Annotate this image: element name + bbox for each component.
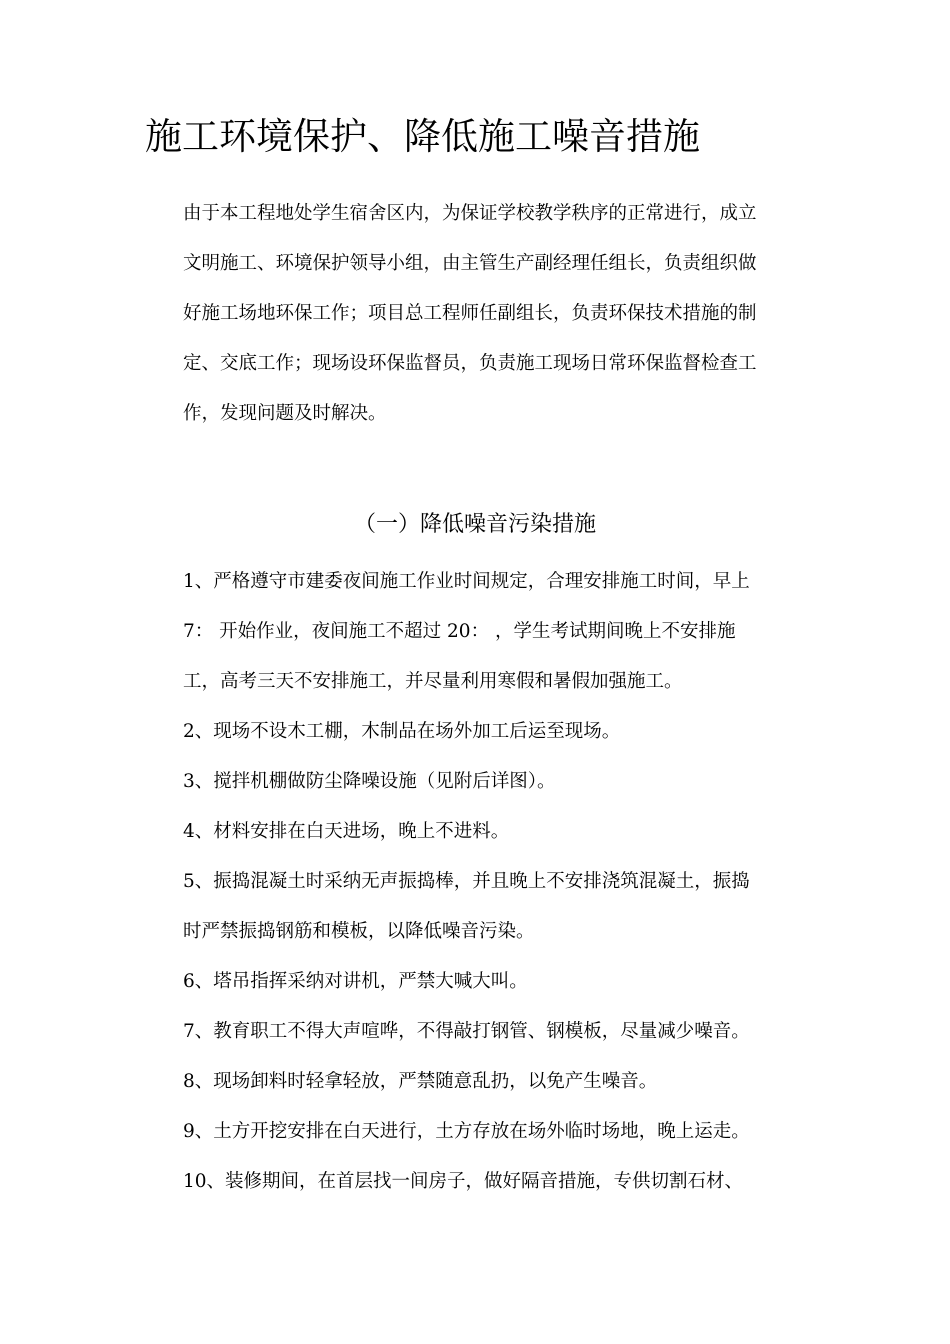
intro-line: 作，发现问题及时解决。: [183, 403, 387, 424]
list-item-line: 7、教育职工不得大声喧哗，不得敲打钢管、钢模板，尽量减少噪音。: [183, 1021, 750, 1042]
list-item-line: 2、现场不设木工棚，木制品在场外加工后运至现场。: [183, 721, 621, 742]
list-item-line: 10、装修期间，在首层找一间房子，做好隔音措施，专供切割石材、: [183, 1171, 744, 1192]
list-item-line: 4、材料安排在白天进场，晚上不进料。: [183, 821, 510, 842]
list-item-line: 时严禁振捣钢筋和模板，以降低噪音污染。: [183, 921, 535, 942]
list-item-line: 6、塔吊指挥采纳对讲机，严禁大喊大叫。: [183, 971, 528, 992]
intro-line: 文明施工、环境保护领导小组，由主管生产副经理任组长，负责组织做: [183, 253, 757, 274]
document-title: 施工环境保护、降低施工噪音措施: [145, 115, 700, 158]
intro-line: 定、交底工作；现场设环保监督员，负责施工现场日常环保监督检查工: [183, 353, 757, 374]
list-item-line: 8、现场卸料时轻拿轻放，严禁随意乱扔，以免产生噪音。: [183, 1071, 658, 1092]
list-item-line: 5、振捣混凝土时采纳无声振捣棒，并且晚上不安排浇筑混凝土，振捣: [183, 871, 750, 892]
intro-line: 好施工场地环保工作；项目总工程师任副组长，负责环保技术措施的制: [183, 303, 757, 324]
measures-list: [183, 563, 833, 1213]
intro-paragraph: [183, 195, 823, 445]
list-item-line: 1、严格遵守市建委夜间施工作业时间规定，合理安排施工时间，早上: [183, 571, 750, 592]
list-item-line: 7： 开始作业，夜间施工不超过 20： ，学生考试期间晚上不安排施: [183, 621, 736, 642]
intro-line: 由于本工程地处学生宿舍区内，为保证学校教学秩序的正常进行，成立: [183, 203, 757, 224]
list-item-line: 9、土方开挖安排在白天进行，土方存放在场外临时场地，晚上运走。: [183, 1121, 750, 1142]
list-item-line: 工，高考三天不安排施工，并尽量利用寒假和暑假加强施工。: [183, 671, 683, 692]
list-item-line: 3、搅拌机棚做防尘降噪设施（见附后详图）。: [183, 771, 556, 792]
section-heading: （一）降低噪音污染措施: [353, 512, 596, 537]
